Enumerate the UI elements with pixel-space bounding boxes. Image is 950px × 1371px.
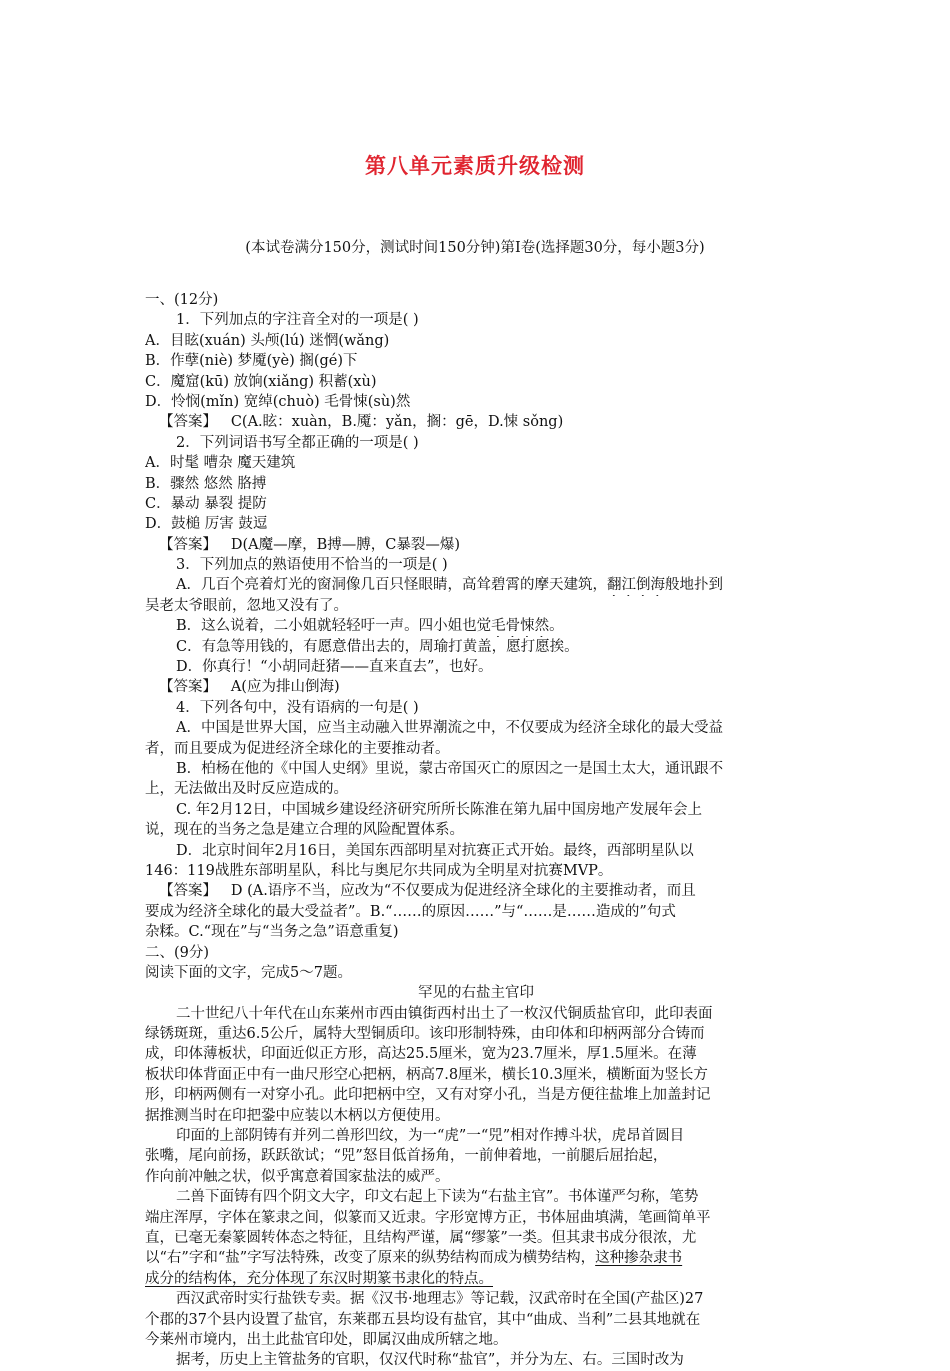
paragraph-line: 据推测当时在印把銎中应装以木柄以方便使用。 (145, 1107, 450, 1124)
option-b-continued: 上，无法做出及时反应造成的。 (145, 781, 348, 798)
option-c: C．有急等用钱的，有愿意借出去的，周瑜打黄盖，愿打愿挨。 (176, 638, 579, 655)
reading-instruction: 阅读下面的文字，完成5～7题。 (145, 964, 352, 981)
option-d: D．怜悯(mǐn) 宽绰(chuò) 毛骨悚(sù)然 (145, 393, 411, 410)
document-body (145, 290, 807, 1371)
option-a-continued: 吴老太爷眼前，忽地又没有了。 (145, 597, 348, 614)
option-b: B．骤然 悠然 胳搏 (145, 475, 267, 492)
question-stem: 2．下列词语书写全都正确的一项是( ) (176, 434, 419, 451)
paragraph-line: 形，印柄两侧有一对穿小孔。此印把柄中空，又有对穿小孔，当是方便往盐堆上加盖封记 (145, 1087, 711, 1104)
paragraph-line (145, 1269, 807, 1289)
question-stem: 1．下列加点的字注音全对的一项是( ) (176, 312, 419, 329)
paragraph-line: 印面的上部阴铸有并列二兽形凹纹，为一“虎”一“兕”相对作搏斗状，虎昂首圆目 (176, 1128, 685, 1145)
answer (145, 677, 807, 697)
underlined-text: 这种掺杂隶书 (595, 1250, 683, 1267)
answer-continued: 杂糅。C.“现在”与“当务之急”语意重复) (145, 924, 399, 941)
exam-info: (本试卷满分150分，测试时间150分钟)第Ⅰ卷(选择题30分，每小题3分) (245, 240, 705, 256)
option-a: A．时髦 嘈杂 魔天建筑 (145, 455, 296, 472)
paragraph-line: 端庄浑厚，字体在篆隶之间，似篆而又近隶。字形宽博方正，书体屈曲填满，笔画简单平 (145, 1209, 711, 1226)
option-d: D．北京时间年2月16日，美国东西部明星对抗赛正式开始。最终，西部明星队以 (176, 842, 694, 859)
answer-label: 【答案】 (159, 536, 217, 553)
question-stem: 3．下列加点的熟语使用不恰当的一项是( ) (176, 557, 448, 574)
paragraph-line: 以“右”字和“盐”字写法特殊，改变了原来的纵势结构而成为横势结构，这种掺杂隶书 (145, 1250, 683, 1267)
option-c: C．暴动 暴裂 提防 (145, 495, 267, 512)
section-heading: 一、(12分) (145, 292, 219, 308)
paragraph-line: 据考，历史上主管盐务的官职，仅汉代时称“盐官”，并分为左、右。三国时改为 (176, 1352, 684, 1369)
page-title: 第八单元素质升级检测 (365, 154, 585, 178)
option-a-continued: 者，而且要成为促进经济全球化的主要推动者。 (145, 740, 450, 757)
dotted-idiom: 翻江倒海 (606, 577, 665, 594)
paragraph-line: 作向前冲触之状，似乎寓意着国家盐法的威严。 (145, 1168, 450, 1185)
paragraph-line: 二兽下面铸有四个阴文大字，印文右起上下读为“右盐主官”。书体谨严匀称，笔势 (176, 1189, 699, 1206)
option-c: C. 年2月12日，中国城乡建设经济研究所所长陈淮在第九届中国房地产发展年会上 (176, 801, 702, 818)
answer-label: 【答案】 (159, 414, 217, 431)
dotted-idiom: 愿打愿挨 (506, 638, 565, 655)
paragraph-line: 绿锈斑斑，重达6.5公斤，属特大型铜质印。该印形制特殊，由印体和印柄两部分合铸而 (145, 1026, 705, 1043)
paragraph-line: 二十世纪八十年代在山东莱州市西由镇街西村出土了一枚汉代铜质盐官印，此印表面 (176, 1005, 713, 1022)
option-d: D．你真行！“小胡同赶猪——直来直去”，也好。 (176, 659, 493, 676)
paragraph-line: 直，已毫无秦篆圆转体态之特征，且结构严谨，属“缪篆”一类。但其隶书成分很浓，尤 (145, 1229, 697, 1246)
section-heading: 二、(9分) (145, 944, 210, 961)
option-c-continued: 说，现在的当务之急是建立合理的风险配置体系。 (145, 822, 464, 839)
dotted-idiom: 直来直去 (369, 659, 428, 676)
option-b: B．作孽(niè) 梦魇(yè) 搁(gé)下 (145, 353, 358, 370)
option-d: D．鼓槌 厉害 鼓逗 (145, 516, 268, 533)
question-stem: 4．下列各句中，没有语病的一句是( ) (176, 699, 419, 716)
answer-text: D (A.语序不当，应改为“不仅要成为促进经济全球化的主要推动者，而且 (230, 883, 696, 900)
option-a: A．中国是世界大国，应当主动融入世界潮流之中，不仅要成为经济全球化的最大受益 (176, 720, 723, 737)
answer-text: A(应为排山倒海) (230, 679, 340, 696)
answer-label: 【答案】 (159, 679, 217, 696)
paragraph-line: 张嘴，尾向前扬，跃跃欲试；“兕”怒目低首扬角，一前伸着地，一前腿后屈抬起， (145, 1148, 668, 1165)
paragraph-line: 今莱州市境内，出土此盐官印处，即属汉曲成所辖之地。 (145, 1331, 508, 1348)
answer-label: 【答案】 (159, 883, 217, 900)
option-d-continued: 146：119战胜东部明星队，科比与奥尼尔共同成为全明星对抗赛MVP。 (145, 862, 613, 879)
article-title: 罕见的右盐主官印 (418, 985, 534, 1002)
answer (145, 412, 807, 432)
option-a: A．几百个亮着灯光的窗洞像几百只怪眼睛，高耸碧霄的摩天建筑，翻江倒海般地扑到 (176, 577, 723, 594)
answer (145, 881, 807, 901)
option-c: C．魔窟(kū) 放饷(xiǎng) 积蓄(xù) (145, 373, 377, 390)
dotted-idiom: 毛骨悚然 (491, 618, 550, 635)
paragraph-line: 成，印体薄板状，印面近似正方形，高达25.5厘米，宽为23.7厘米，厚1.5厘米。在薄 (145, 1046, 697, 1063)
paragraph-line: 个郡的37个县内设置了盐官，东莱郡五县均设有盐官，其中“曲成、当利”二县其地就在 (145, 1311, 701, 1328)
underlined-text: 成分的结构体，充分体现了东汉时期篆书隶化的特点。 (145, 1270, 493, 1287)
answer-continued: 要成为经济全球化的最大受益者”。B.“……的原因……”与“……是……造成的”句式 (145, 903, 676, 920)
paragraph-line: 板状印体背面正中有一曲尺形空心把柄，柄高7.8厘米，横长10.3厘米，横断面为竖长方 (145, 1066, 708, 1083)
answer-text: C(A.眩：xuàn，B.魇：yǎn，搁：gē，D.悚 sǒng) (230, 414, 564, 431)
option-a: A．目眩(xuán) 头颅(lú) 迷惘(wǎng) (145, 332, 390, 349)
answer (145, 535, 807, 555)
option-b: B．这么说着，二小姐就轻轻吁一声。四小姐也觉毛骨悚然。 (176, 618, 564, 635)
answer-text: D(A魔—摩，B搏—膊，C暴裂—爆) (230, 536, 460, 553)
paragraph-line: 西汉武帝时实行盐铁专卖。据《汉书·地理志》等记载，汉武帝时在全国(产盐区)27 (176, 1291, 704, 1308)
option-b: B．柏杨在他的《中国人史纲》里说，蒙古帝国灭亡的原因之一是国土太大，通讯跟不 (176, 760, 724, 777)
